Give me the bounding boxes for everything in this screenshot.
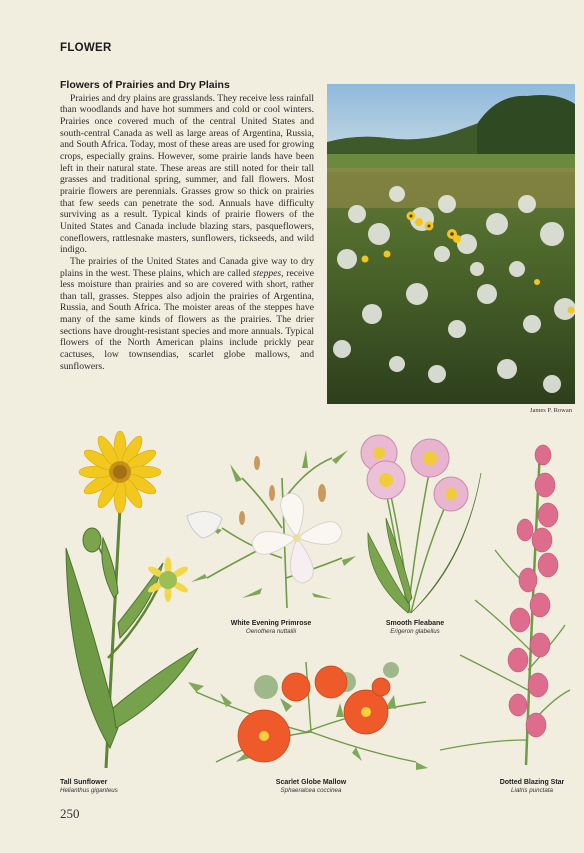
white-evening-primrose-illustration bbox=[182, 438, 360, 618]
sunflower-caption bbox=[60, 779, 160, 795]
prairie-photo bbox=[327, 84, 575, 404]
prairie-photo-image bbox=[327, 84, 575, 404]
paragraph-2-part-b: , receive less moisture than prairies and so are covered with short, rather than tall, grasses. Steppes also adjoin the prairies of Argentina, Russia, and South Africa. The moister areas of the steppes have many of the same kinds of flowers as the prairies. The drier sections have drought-resistant species and more annuals. Typical flowers of the North American plains include prickly pear cactuses, low townsendias, scarlet globe mallows, and sunflowers. bbox=[60, 267, 314, 372]
photo-credit: James P. Rowan bbox=[529, 407, 572, 414]
paragraph-2-part-a: The prairies of the United States and Canada give way to dry plains in the west. These plains, which are called bbox=[60, 255, 314, 279]
fleabane-common-name: Smooth Fleabane bbox=[385, 620, 445, 627]
sunflower-scientific-name: Helianthus giganteus bbox=[60, 787, 118, 794]
term-steppes: steppes bbox=[252, 267, 282, 279]
article-column bbox=[60, 80, 314, 372]
paragraph-2 bbox=[60, 256, 314, 373]
scarlet-globe-mallow-illustration bbox=[186, 652, 436, 777]
section-title: Flowers of Prairies and Dry Plains bbox=[60, 79, 230, 91]
paragraph-1: Prairies and dry plains are grasslands. They receive less rainfall than woodlands and have hot summers and cold or cool winters. Prairies once covered much of the central United States and south-central Canada as well as large areas of Argentina, Russia, and South Africa. Today, most of these areas are used for growing crops, especially grains. However, some prairie lands have been left in their natural state. These areas are still noted for their tall grasses and traditional spring, summer, and fall flowers. Most prairie flowers are perennials. Grasses grow so thick on prairies that few seeds can penetrate the sod. Annuals have difficulty surviving as a result. Typical kinds of prairie flowers of the United States and Canada include blazing stars, pasqueflowers, coneflowers, rattlesnake masters, sunflowers, tickseeds, and wild indigo. bbox=[60, 92, 314, 256]
primrose-scientific-name: Oenothera nuttallii bbox=[245, 628, 297, 635]
primrose-caption bbox=[196, 620, 346, 636]
primrose-common-name: White Evening Primrose bbox=[230, 620, 312, 627]
blazingstar-common-name: Dotted Blazing Star bbox=[499, 779, 565, 786]
page-number: 250 bbox=[60, 806, 80, 821]
blazingstar-caption bbox=[480, 779, 584, 795]
mallow-caption bbox=[236, 779, 386, 795]
fleabane-scientific-name: Erigeron glabellus bbox=[390, 628, 440, 635]
blazingstar-scientific-name: Liatris punctata bbox=[511, 787, 553, 794]
dotted-blazing-star-illustration bbox=[440, 440, 580, 775]
sunflower-common-name: Tall Sunflower bbox=[60, 779, 108, 786]
mallow-scientific-name: Sphaeralcea coccinea bbox=[280, 787, 342, 794]
mallow-common-name: Scarlet Globe Mallow bbox=[275, 779, 347, 786]
running-header: FLOWER bbox=[60, 42, 112, 54]
